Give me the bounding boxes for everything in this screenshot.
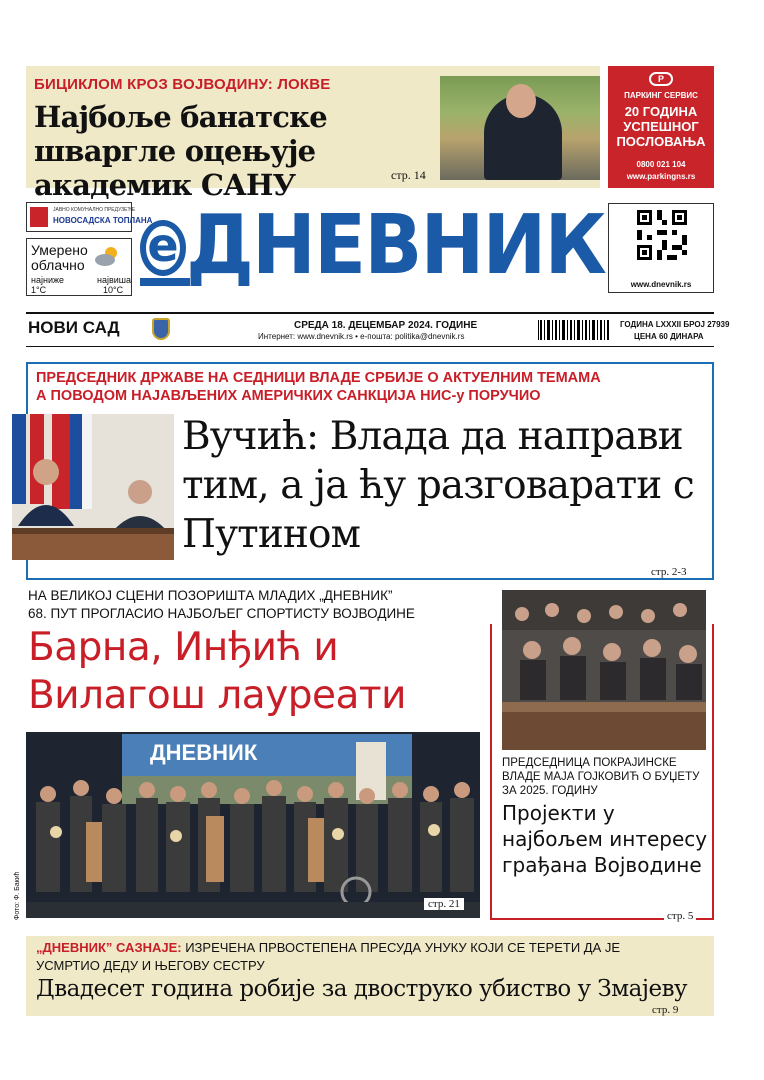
awards-headline[interactable]: Барна, Инђић и Вилагош лауреати <box>28 625 406 718</box>
main-story-kicker: ПРЕДСЕДНИК ДРЖАВЕ НА СЕДНИЦИ ВЛАДЕ СРБИЈЕ О АКТУЕЛНИМ ТЕМАМА <box>36 370 601 386</box>
divider <box>26 346 714 347</box>
teaser-page-ref: стр. 14 <box>391 168 426 182</box>
stage-sign: ДНЕВНИК <box>150 740 258 765</box>
qr-box[interactable] <box>608 203 714 293</box>
newspaper-logo[interactable]: ДНЕВНИК <box>186 198 605 293</box>
side-story-page-ref: стр. 5 <box>664 910 696 922</box>
weather-box <box>26 238 132 296</box>
logo-e-underline <box>140 278 190 286</box>
sun-cloud-icon <box>93 245 123 267</box>
side-story-photo <box>502 590 706 750</box>
ad-line: 20 ГОДИНА <box>624 104 698 119</box>
parking-ad[interactable] <box>608 66 714 188</box>
main-story-kicker: А ПОВОДОМ НАЈАВЉЕНИХ АМЕРИЧКИХ САНКЦИЈА НИС-у ПОРУЧИО <box>36 388 541 404</box>
city-crest-icon <box>152 318 170 340</box>
issue-number: ГОДИНА LXXXII БРОЈ 27939 <box>620 320 730 329</box>
weather-min: 1°C <box>31 285 47 295</box>
toplana-name: НОВОСАДСКА ТОПЛАНА <box>53 216 153 225</box>
issue-date: СРЕДА 18. ДЕЦЕМБАР 2024. ГОДИНЕ <box>294 320 478 331</box>
kicker-lead: „ДНЕВНИК” САЗНАЈЕ: <box>36 940 182 955</box>
bottom-story-page-ref: стр. 9 <box>652 1004 679 1016</box>
weather-description: Умерено <box>31 242 88 258</box>
side-story-kicker: ПРЕДСЕДНИЦА ПОКРАЈИНСКЕ ВЛАДЕ МАЈА ГОЈКОВИЋ О БУЏЕТУ ЗА 2025. ГОДИНУ <box>502 757 700 797</box>
weather-min-label: најниже <box>31 275 64 285</box>
kicker-rest: ИЗРЕЧЕНА ПРВОСТЕПЕНА ПРЕСУДА УНУКУ КОЈИ СЕ ТЕРЕТИ ДА ЈЕ <box>181 940 621 955</box>
bottom-story-kicker <box>36 940 620 955</box>
barcode-icon <box>536 316 612 344</box>
toplana-sponsor[interactable] <box>26 202 153 232</box>
teaser-kicker: БИЦИКЛОМ КРОЗ ВОЈВОДИНУ: ЛОКВЕ <box>34 76 331 93</box>
toplana-logo-icon <box>30 207 48 227</box>
awards-page-ref: стр. 21 <box>424 898 464 910</box>
bottom-story[interactable] <box>26 936 714 1016</box>
ad-line: ПОСЛОВАЊА <box>616 134 706 149</box>
bottom-story-kicker: УСМРТИО ДЕДУ И ЊЕГОВУ СЕСТРУ <box>36 958 265 973</box>
teaser-headline[interactable]: Најбоље банатске шваргле оцењује академик САНУ <box>34 100 327 202</box>
side-story-headline[interactable]: Пројекти у најбољем интересу грађана Војводине <box>502 801 708 877</box>
weather-max-label: највиша <box>97 275 132 285</box>
website-url[interactable]: www.dnevnik.rs <box>630 280 692 289</box>
teaser-photo <box>440 76 600 180</box>
main-story-headline[interactable]: Вучић: Влада да направи тим, а ја ћу разговарати с Путином <box>182 414 694 557</box>
awards-kicker: 68. ПУТ ПРОГЛАСИО НАЈБОЉЕГ СПОРТИСТУ ВОЈВОДИНЕ <box>28 606 415 621</box>
logo-e-mark[interactable]: е <box>140 220 186 276</box>
awards-kicker: НА ВЕЛИКОЈ СЦЕНИ ПОЗОРИШТА МЛАДИХ „ДНЕВНИК” <box>28 588 393 603</box>
awards-photo <box>26 732 480 918</box>
contact-line[interactable]: Интернет: www.dnevnik.rs • е-пошта: politika@dnevnik.rs <box>258 332 465 341</box>
ad-phone: 0800 021 104 <box>636 160 686 169</box>
edition-city: НОВИ САД <box>28 318 120 337</box>
main-story-page-ref: стр. 2-3 <box>648 566 690 578</box>
photo-credit: Фото: Ф. Бакић <box>14 871 21 920</box>
ad-brand: ПАРКИНГ СЕРВИС <box>624 91 698 100</box>
qr-code-icon <box>637 210 687 260</box>
divider <box>26 312 714 314</box>
weather-description: облачно <box>31 257 85 273</box>
ad-line: УСПЕШНОГ <box>623 119 699 134</box>
toplana-subtitle: ЈАВНО КОМУНАЛНО ПРЕДУЗЕЋЕ <box>53 207 136 213</box>
ad-website[interactable]: www.parkingns.rs <box>626 172 696 181</box>
issue-price: ЦЕНА 60 ДИНАРА <box>634 332 704 341</box>
parking-logo-icon: P <box>649 72 673 86</box>
weather-max: 10°C <box>103 285 124 295</box>
teaser-box[interactable] <box>26 66 600 202</box>
bottom-story-headline[interactable]: Двадесет година робије за двоструко убиство у Змајеву <box>36 976 688 1002</box>
main-story-photo <box>12 414 174 560</box>
